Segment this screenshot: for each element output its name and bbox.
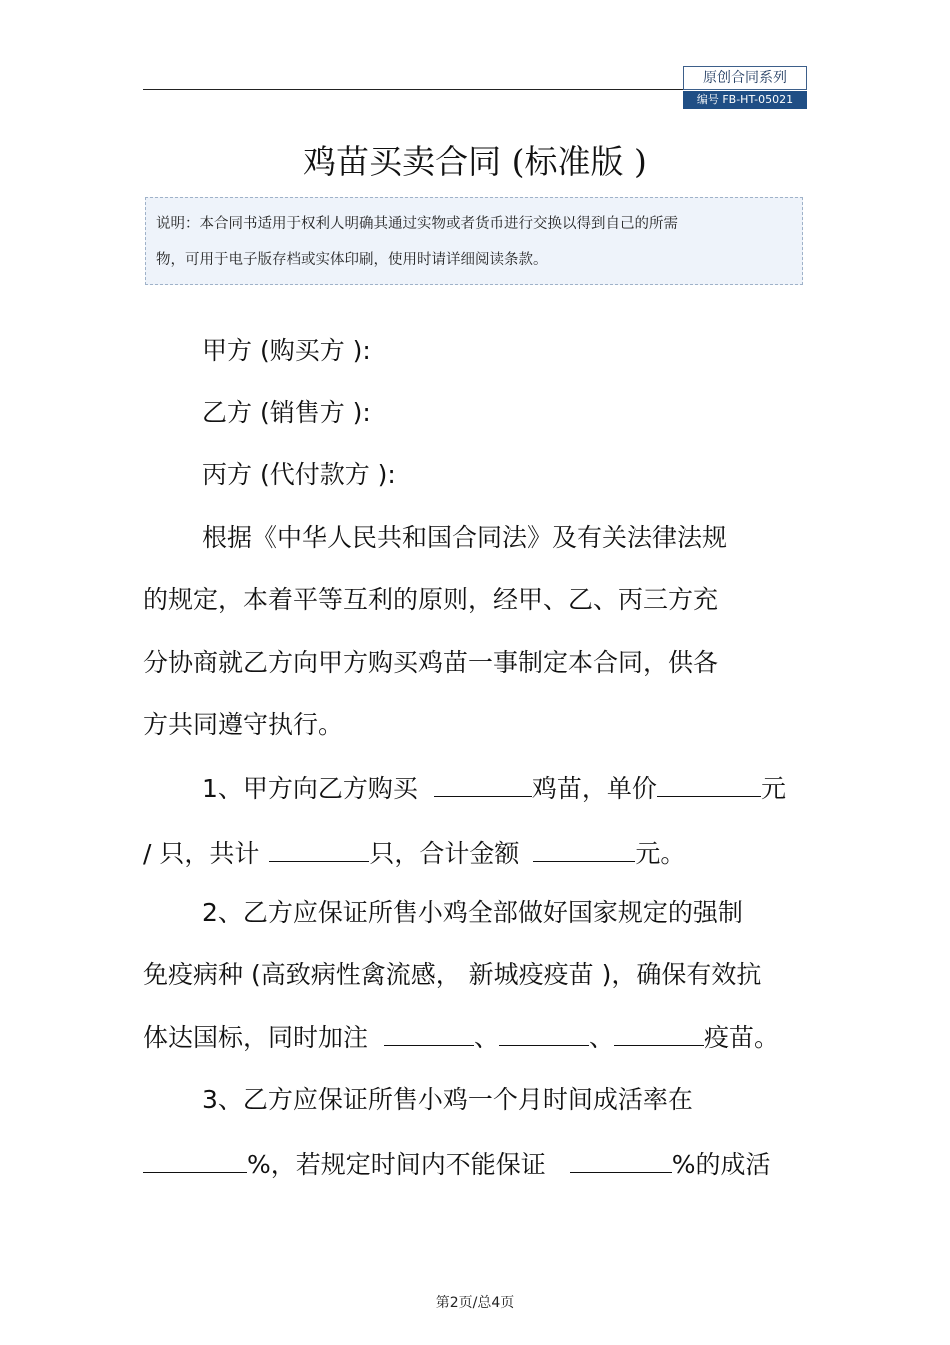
page-number: 第2页/总4页	[435, 1295, 515, 1311]
preamble-line-3: 分协商就乙方向甲方购买鸡苗一事制定本合同，供各	[143, 648, 719, 677]
clause2-sep-1: 、	[474, 1023, 500, 1052]
note-box	[145, 197, 803, 285]
header-rule	[143, 89, 683, 90]
preamble-line-1: 根据《中华人民共和国合同法》及有关法律法规	[202, 523, 728, 552]
total-amount-blank[interactable]	[533, 837, 635, 862]
survival-rate-blank[interactable]	[143, 1148, 247, 1173]
note-line-2: 物，可用于电子版存档或实体印刷，使用时请详细阅读条款。	[156, 252, 548, 268]
vaccine-blank-2[interactable]	[499, 1021, 589, 1046]
preamble-line-4: 方共同遵守执行。	[143, 710, 344, 739]
party-b-line: 乙方 (销售方 ):	[202, 398, 371, 427]
document-title: 鸡苗买卖合同 (标准版 )	[303, 142, 647, 181]
series-badge	[683, 66, 807, 109]
badge-series-label: 原创合同系列	[683, 66, 807, 90]
guaranteed-rate-blank[interactable]	[570, 1148, 672, 1173]
clause1-text-6: 元。	[635, 839, 686, 868]
party-c-line: 丙方 (代付款方 ):	[202, 460, 396, 489]
unit-price-blank[interactable]	[657, 772, 761, 797]
total-count-blank[interactable]	[269, 837, 369, 862]
clause1-text-5: 只，合计金额	[369, 839, 520, 868]
clause3-line-1: 3、乙方应保证所售小鸡一个月时间成活率在	[202, 1085, 693, 1114]
clause1-text-3: 元	[760, 774, 786, 803]
note-line-1: 说明：本合同书适用于权利人明确其通过实物或者货币进行交换以得到自己的所需	[156, 216, 678, 232]
clause1-text-4: / 只，共计	[143, 839, 260, 868]
clause3-text-1: %，若规定时间内不能保证	[247, 1150, 546, 1179]
clause2-text-1: 体达国标，同时加注	[143, 1023, 369, 1052]
clause2-text-2: 疫苗。	[704, 1023, 780, 1052]
clause1-text-2: 鸡苗，单价	[531, 774, 657, 803]
quantity-blank[interactable]	[434, 772, 532, 797]
badge-code-label: 编号 FB-HT-05021	[683, 91, 807, 109]
clause1-text-1: 1、甲方向乙方购买	[202, 774, 418, 803]
clause1-line-1	[202, 769, 786, 805]
clause2-line-3	[143, 1018, 779, 1054]
vaccine-blank-3[interactable]	[614, 1021, 704, 1046]
clause2-line-1: 2、乙方应保证所售小鸡全部做好国家规定的强制	[202, 898, 743, 927]
clause3-text-2: %的成活	[671, 1150, 771, 1179]
clause2-sep-2: 、	[589, 1023, 615, 1052]
clause2-line-2: 免疫病种 (高致病性禽流感， 新城疫疫苗 )，确保有效抗	[143, 960, 762, 989]
party-a-line: 甲方 (购买方 ):	[202, 336, 371, 365]
clause1-line-2	[143, 834, 685, 870]
preamble-line-2: 的规定，本着平等互利的原则，经甲、乙、丙三方充	[143, 585, 719, 614]
vaccine-blank-1[interactable]	[384, 1021, 474, 1046]
clause3-line-2	[143, 1145, 771, 1181]
